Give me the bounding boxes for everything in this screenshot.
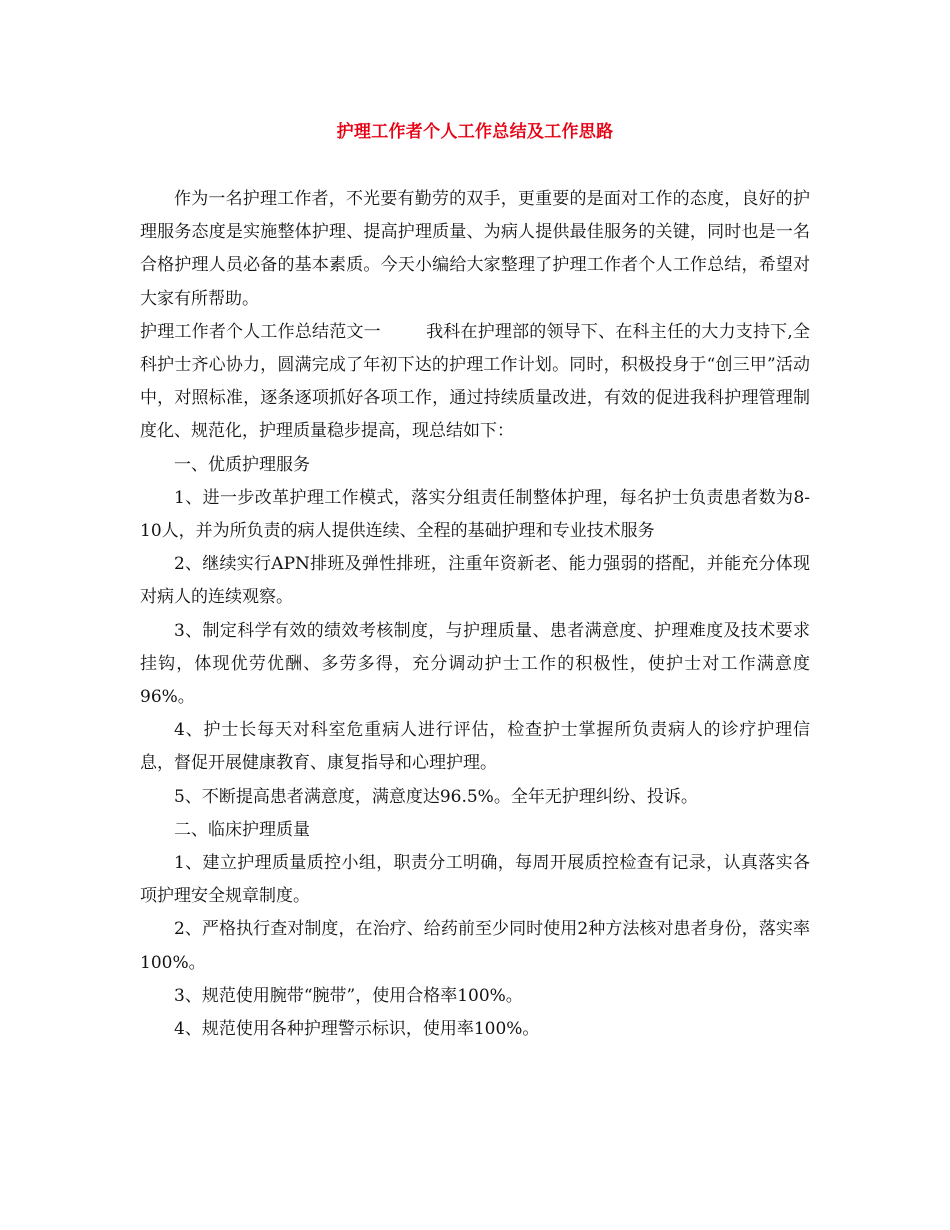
- section-2-heading: 二、临床护理质量: [174, 819, 310, 840]
- section-1-item-3: 3、制定科学有效的绩效考核制度，与护理质量、患者满意度、护理难度及技术要求挂钩，体现优劳优酬、多劳多得，充分调动护士工作的积极性，使护士对工作满意度96%。: [140, 620, 810, 708]
- section-1-item-4: 4、护士长每天对科室危重病人进行评估，检查护士掌握所负责病人的诊疗护理信息，督促开展健康教育、康复指导和心理护理。: [140, 720, 810, 774]
- section-1-item-2: 2、继续实行APN排班及弹性排班，注重年资新老、能力强弱的搭配，并能充分体现对病人的连续观察。: [140, 554, 810, 608]
- section-1-item-5: 5、不断提高患者满意度，满意度达96.5%。全年无护理纠纷、投诉。: [174, 786, 698, 807]
- section-2-item-4: 4、规范使用各种护理警示标识，使用率100%。: [174, 1019, 540, 1040]
- section-1-item-1: 1、进一步改革护理工作模式，落实分组责任制整体护理，每名护士负责患者数为8-10人，并为所负责的病人提供连续、全程的基础护理和专业技术服务: [140, 487, 810, 542]
- section-1-heading: 一、优质护理服务: [174, 454, 310, 475]
- section-2-item-3: 3、规范使用腕带“腕带”，使用合格率100%。: [174, 985, 523, 1006]
- document-title: 护理工作者个人工作总结及工作思路: [336, 122, 614, 142]
- document-body: [140, 183, 810, 1046]
- intro-paragraph: 作为一名护理工作者，不光要有勤劳的双手，更重要的是面对工作的态度，良好的护理服务态度是实施整体护理、提高护理质量、为病人提供最佳服务的关键，同时也是一名合格护理人员必备的基本素质。今天小编给大家整理了护理工作者个人工作总结，希望对大家有所帮助。: [140, 189, 810, 309]
- sample-paragraph: [140, 316, 810, 449]
- sample-intro-text: 我科在护理部的领导下、在科主任的大力支持下,全科护士齐心协力，圆满完成了年初下达的护理工作计划。同时，积极投身于“创三甲”活动中，对照标准，逐条逐项抓好各项工作，通过持续质量改进，有效的促进我科护理管理制度化、规范化，护理质量稳步提高，现总结如下：: [140, 321, 810, 442]
- section-2-item-1: 1、建立护理质量质控小组，职责分工明确，每周开展质控检查有记录，认真落实各项护理安全规章制度。: [140, 853, 810, 907]
- sample-heading: 护理工作者个人工作总结范文一: [140, 321, 381, 342]
- section-2-item-2: 2、严格执行查对制度，在治疗、给药前至少同时使用2种方法核对患者身份，落实率100%。: [140, 919, 810, 973]
